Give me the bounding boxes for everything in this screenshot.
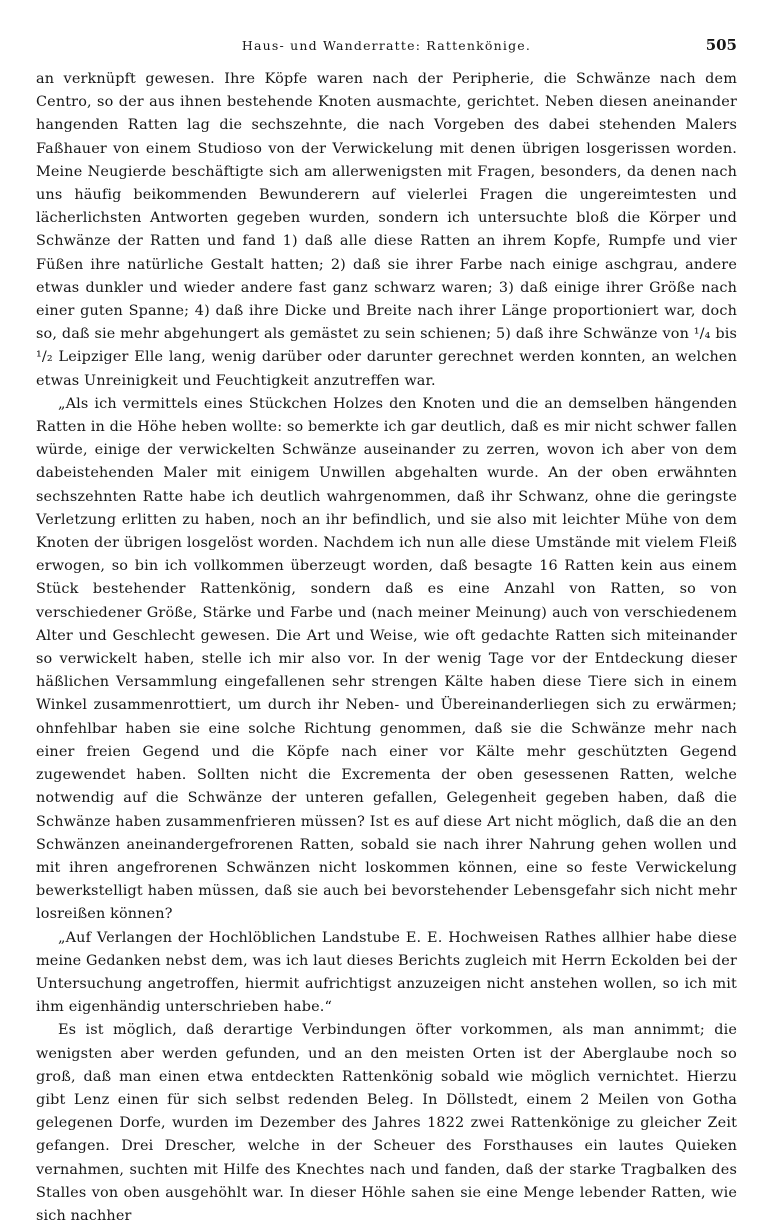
page-number: 505 [705, 36, 737, 54]
paragraph-quote-closing: „Auf Verlangen der Hochlöblichen Landstube E. E. Hochweisen Rathes allhier habe diese meine Gedanken nebst dem, was ich laut dieses Berichts zugleich mit Herrn Eckolden bei der Untersuchung angetroffen, hiermit aufrichtigst anzuzeigen nicht anstehen wollen, so ich mit ihm eigenhändig unterschrieben habe.“ [36, 929, 737, 1016]
running-head [36, 34, 737, 60]
body-text [36, 68, 737, 1228]
paragraph-commentary: Es ist möglich, daß derartige Verbindungen öfter vorkommen, als man annimmt; die wenigsten aber werden gefunden, und an den meisten Orten ist der Aberglaube noch so groß, daß man einen etwa entdeckten Rattenkönig sobald wie möglich vernichtet. Hierzu gibt Lenz einen für sich selbst redenden Beleg. In Döllstedt, einem 2 Meilen von Gotha gelegenen Dorfe, wurden im Dezember des Jahres 1822 zwei Rattenkönige zu gleicher Zeit gefangen. Drei Drescher, welche in der Scheuer des Forsthauses ein lautes Quieken vernahmen, suchten mit Hilfe des Knechtes nach und fanden, daß der starke Tragbalken des Stalles von oben ausgehöhlt war. In dieser Höhle sahen sie eine Menge lebender Ratten, wie sich nachher [36, 1022, 737, 1224]
paragraph-quote-report: „Als ich vermittels eines Stückchen Holzes den Knoten und die an demselben hängenden Ratten in die Höhe heben wollte: so bemerkte ich gar deutlich, daß es mir nicht schwer fallen würde, einige der verwickelten Schwänze auseinander zu zerren, wovon ich aber von dem dabeistehenden Maler mit einigem Unwillen abgehalten wurde. An der oben erwähnten sechszehnten Ratte habe ich deutlich wahrgenommen, daß ihr Schwanz, ohne die geringste Verletzung erlitten zu haben, noch an ihr befindlich, und sie also mit leichter Mühe von dem Knoten der übrigen losgelöst worden. Nachdem ich nun alle diese Umstände mit vielem Fleiß erwogen, so bin ich vollkommen überzeugt worden, daß besagte 16 Ratten kein aus einem Stück bestehender Rattenkönig, sondern daß es eine Anzahl von Ratten, so von verschiedener Größe, Stärke und Farbe und (nach meiner Meinung) auch von verschiedenem Alter und Geschlecht gewesen. Die Art und Weise, wie oft gedachte Ratten sich miteinander so verwickelt haben, stelle ich mir also vor. In der wenig Tage vor der Entdeckung dieser häßlichen Versammlung eingefallenen sehr strengen Kälte haben diese Tiere sich in einem Winkel zusammenrottiert, um durch ihr Neben- und Übereinanderliegen sich zu erwärmen; ohnfehlbar haben sie eine solche Richtung genommen, daß sie die Schwänze mehr nach einer freien Gegend und die Köpfe nach einer vor Kälte mehr geschützten Gegend zugewendet haben. Sollten nicht die Excrementa der oben gesessenen Ratten, welche notwendig auf die Schwänze der unteren gefallen, Gelegenheit gegeben haben, daß die Schwänze haben zusammenfrieren müssen? Ist es auf diese Art nicht möglich, daß die an den Schwänzen aneinandergefrorenen Ratten, sobald sie nach ihrer Nahrung gehen wollen und mit ihren angefrorenen Schwänzen nicht loskommen können, eine so feste Verwickelung bewerkstelligt haben müssen, daß sie auch bei bevorstehender Lebensgefahr sich nicht mehr losreißen können? [36, 395, 737, 923]
running-title: Haus- und Wanderratte: Rattenkönige. [241, 38, 532, 53]
paragraph-continuation: an verknüpft gewesen. Ihre Köpfe waren nach der Peripherie, die Schwänze nach dem Centro, so der aus ihnen bestehende Knoten ausmachte, gerichtet. Neben diesen aneinander hangenden Ratten lag die sechszehnte, die nach Vorgeben des dabei stehenden Malers Faßhauer von einem Studioso von der Verwickelung mit denen übrigen losgerissen worden. Meine Neugierde beschäftigte sich am allerwenigsten mit Fragen, besonders, da denen nach uns häufig beikommenden Bewunderern auf vielerlei Fragen die ungereimtesten und lächerlichsten Antworten gegeben wurden, sondern ich untersuchte bloß die Körper und Schwänze der Ratten und fand 1) daß alle diese Ratten an ihrem Kopfe, Rumpfe und vier Füßen ihre natürliche Gestalt hatten; 2) daß sie ihrer Farbe nach einige aschgrau, andere etwas dunkler und wieder andere fast ganz schwarz waren; 3) daß einige ihrer Größe nach einer guten Spanne; 4) daß ihre Dicke und Breite nach ihrer Länge proportioniert war, doch so, daß sie mehr abgehungert als gemästet zu sein schienen; 5) daß ihre Schwänze von ¹/₄ bis ¹/₂ Leipziger Elle lang, wenig darüber oder darunter gerechnet werden konnten, an welchen etwas Unreinigkeit und Feuchtigkeit anzutreffen war. [36, 71, 737, 389]
